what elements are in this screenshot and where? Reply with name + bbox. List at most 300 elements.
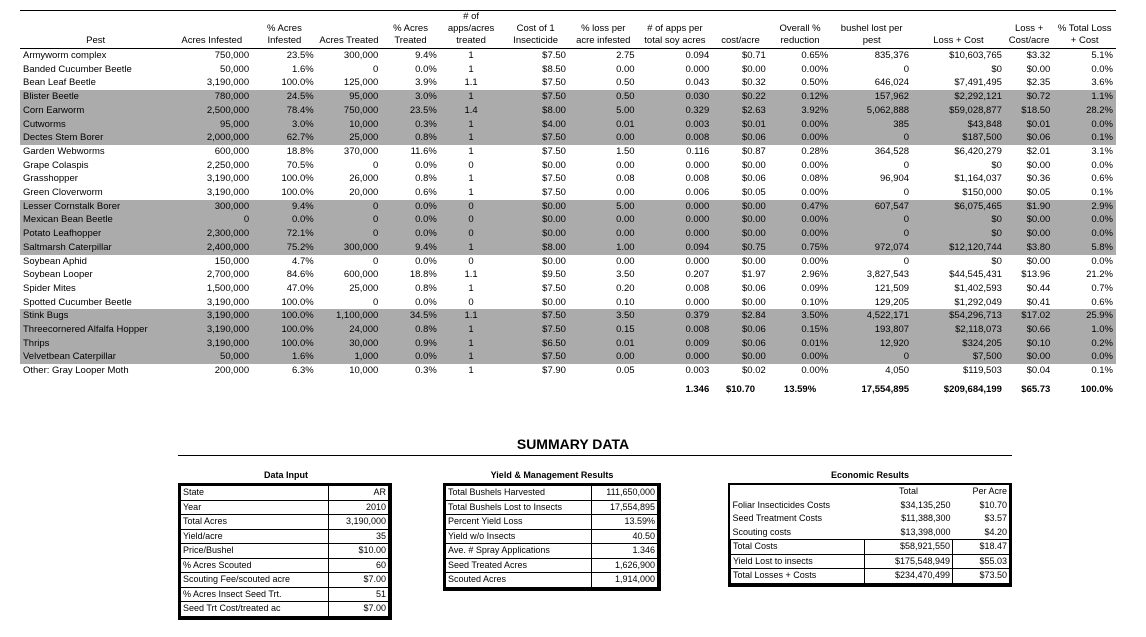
table-cell: $7.50: [542, 50, 566, 61]
yield-results-title: Yield & Management Results: [490, 470, 614, 480]
economic-row: [731, 512, 1010, 526]
table-cell: 3,190,000: [206, 77, 250, 89]
pest-name-cell: Other: Gray Looper Moth: [23, 365, 129, 377]
table-cell: 0.0%: [252, 213, 317, 227]
column-header: bushel lost per pest: [831, 11, 912, 49]
pest-name-cell: Soybean Aphid: [23, 255, 87, 267]
table-cell: 0: [468, 255, 474, 267]
table-cell: 5.1%: [1091, 50, 1113, 61]
table-cell: 100.0%: [281, 173, 314, 185]
pest-name-cell: Dectes Stem Borer: [20, 131, 171, 145]
summary-label: Ave. # Spray Applications: [446, 544, 592, 559]
table-cell: 2,400,000: [171, 241, 252, 255]
table-cell: 300,000: [171, 200, 252, 214]
table-cell: $0.06: [741, 282, 766, 294]
table-cell: 0: [372, 159, 379, 171]
economic-results-title: Economic Results: [830, 470, 910, 480]
table-cell: 0.50%: [801, 77, 829, 89]
table-cell: 1.1: [464, 77, 478, 89]
table-cell: 0: [440, 200, 503, 214]
table-cell: 3,190,000: [171, 323, 252, 337]
pest-name-cell: Garden Webworms: [23, 145, 105, 157]
pest-name-cell: Green Cloverworm: [23, 187, 103, 199]
economic-value: $13,398,000: [865, 526, 953, 540]
column-header: Acres Treated: [317, 11, 382, 49]
table-cell: $0: [991, 255, 1002, 267]
table-cell: $0.06: [712, 337, 769, 351]
table-cell: 0.00%: [801, 255, 829, 267]
table-cell: 9.4%: [252, 200, 317, 214]
pest-name-cell: Stink Bugs: [20, 309, 171, 323]
table-cell: $1.90: [1005, 200, 1053, 214]
table-cell: 1,000: [317, 350, 382, 364]
table-cell: 0.0%: [415, 63, 437, 75]
table-row: [20, 227, 1116, 241]
pest-name-cell: Grape Colaspis: [23, 159, 89, 171]
table-cell: 0.00: [569, 131, 638, 145]
table-cell: $0.32: [741, 77, 766, 89]
summary-value: 35: [329, 529, 389, 544]
table-row: [20, 172, 1116, 186]
table-cell: $1,402,593: [954, 282, 1002, 294]
table-cell: 0.000: [685, 63, 710, 75]
economic-value: $10.70: [979, 499, 1007, 510]
table-cell: 0.00%: [769, 213, 832, 227]
table-cell: $7.50: [542, 145, 566, 157]
table-cell: 0.00%: [801, 63, 829, 75]
summary-row: [181, 573, 389, 588]
pest-name-cell: Armyworm complex: [23, 50, 107, 61]
table-cell: 0.00: [616, 159, 635, 171]
table-cell: 972,074: [831, 241, 912, 255]
table-cell: $0.00: [502, 227, 569, 241]
table-cell: 0.00: [569, 350, 638, 364]
table-cell: 0: [372, 296, 379, 308]
table-cell: 0: [831, 131, 912, 145]
table-row: [20, 104, 1116, 118]
table-row: [20, 159, 1116, 173]
table-cell: $0.00: [741, 255, 766, 267]
table-cell: 3,190,000: [171, 337, 252, 351]
table-cell: 0.09%: [801, 282, 829, 294]
summary-label: Price/Bushel: [181, 544, 329, 559]
table-cell: $7.90: [542, 365, 566, 377]
economic-results-box: [728, 483, 1012, 587]
table-cell: $7.50: [502, 350, 569, 364]
table-cell: $0: [912, 213, 1005, 227]
table-cell: 0.75%: [769, 241, 832, 255]
summary-value: 40.50: [592, 529, 658, 544]
summary-value: 1.346: [592, 544, 658, 559]
column-header: # of apps/acres treated: [440, 11, 503, 49]
table-cell: 12,920: [831, 337, 912, 351]
table-cell: 364,528: [874, 145, 910, 157]
table-cell: 0.2%: [1053, 337, 1116, 351]
table-cell: 18.8%: [286, 145, 314, 157]
table-cell: 0.05: [616, 365, 635, 377]
economic-value: $234,470,499: [865, 569, 953, 584]
table-cell: 0.003: [638, 118, 713, 132]
table-cell: $9.50: [542, 269, 566, 281]
table-cell: 0.15%: [769, 323, 832, 337]
table-cell: $2.01: [1026, 145, 1051, 157]
table-cell: 0: [903, 159, 910, 171]
table-cell: 0.000: [685, 255, 710, 267]
table-cell: 0.10%: [801, 296, 829, 308]
summary-label: State: [181, 486, 329, 501]
table-cell: 0.000: [638, 200, 713, 214]
table-cell: 0.0%: [1053, 350, 1116, 364]
economic-value: $55.03: [953, 554, 1009, 569]
table-cell: $0: [991, 159, 1002, 171]
table-cell: 0.008: [638, 131, 713, 145]
table-cell: 0.008: [685, 173, 710, 185]
table-cell: $0.00: [502, 213, 569, 227]
table-cell: $324,205: [912, 337, 1005, 351]
table-cell: 3.50: [616, 269, 635, 281]
table-cell: 5.8%: [1053, 241, 1116, 255]
table-row: [20, 213, 1116, 227]
table-cell: $7,500: [912, 350, 1005, 364]
economic-value: $34,135,250: [900, 499, 951, 510]
table-cell: 25.9%: [1053, 309, 1116, 323]
table-cell: 20,000: [349, 187, 379, 199]
table-cell: 25,000: [317, 131, 382, 145]
table-cell: 607,547: [831, 200, 912, 214]
economic-value: $3.57: [984, 513, 1007, 523]
pest-name-cell: Banded Cucumber Beetle: [23, 63, 132, 75]
table-cell: $3.32: [1026, 50, 1051, 61]
table-row: [20, 145, 1116, 159]
table-cell: 0.0%: [1091, 159, 1113, 171]
table-cell: 100.0%: [281, 296, 314, 308]
summary-label: Yield/acre: [181, 529, 329, 544]
table-cell: 3.50: [569, 309, 638, 323]
table-row: [20, 268, 1116, 282]
table-cell: 0.030: [638, 90, 713, 104]
table-cell: 0.20: [616, 282, 635, 294]
table-cell: $7.50: [502, 131, 569, 145]
summary-value: 2010: [329, 500, 389, 515]
table-cell: 0.15: [569, 323, 638, 337]
summary-label: % Acres Insect Seed Trt.: [181, 587, 329, 602]
table-cell: $12,120,744: [912, 241, 1005, 255]
table-cell: 1: [468, 365, 474, 377]
table-cell: $0.06: [1005, 131, 1053, 145]
table-cell: 2.9%: [1053, 200, 1116, 214]
yield-results-box: [443, 483, 661, 591]
summary-label: Year: [181, 500, 329, 515]
table-cell: $0.05: [741, 187, 766, 199]
table-cell: $7.50: [542, 187, 566, 199]
economic-label: Yield Lost to insects: [731, 554, 865, 569]
table-cell: 0.009: [638, 337, 713, 351]
table-cell: 0.8%: [381, 131, 440, 145]
summary-value: 13.59%: [592, 515, 658, 530]
pest-name-cell: Spotted Cucumber Beetle: [23, 296, 132, 308]
table-cell: 300,000: [317, 241, 382, 255]
pest-name-cell: Saltmarsh Caterpillar: [20, 241, 171, 255]
table-cell: 1.6%: [252, 350, 317, 364]
table-cell: 3.0%: [252, 118, 317, 132]
table-cell: 0.0%: [415, 296, 437, 308]
table-cell: 1: [440, 90, 503, 104]
table-cell: $59,028,877: [912, 104, 1005, 118]
table-cell: 0.1%: [1091, 365, 1113, 377]
table-cell: $0.00: [741, 296, 766, 308]
summary-row: [181, 529, 389, 544]
table-cell: $0.06: [712, 323, 769, 337]
table-cell: 3,190,000: [206, 173, 250, 185]
economic-col-per-acre: Per Acre: [972, 486, 1007, 496]
table-cell: 0.0%: [381, 350, 440, 364]
table-cell: 0.000: [638, 227, 713, 241]
table-cell: $0.00: [712, 200, 769, 214]
table-cell: $0.72: [1005, 90, 1053, 104]
table-cell: $0.22: [712, 90, 769, 104]
table-cell: 1.4: [440, 104, 503, 118]
table-cell: $2.63: [712, 104, 769, 118]
summary-value: 1,626,900: [592, 558, 658, 573]
table-cell: 0.01: [569, 118, 638, 132]
table-cell: 95,000: [171, 118, 252, 132]
table-cell: 0.1%: [1091, 187, 1113, 199]
table-cell: 0.008: [685, 282, 710, 294]
summary-label: Total Bushels Harvested: [446, 486, 592, 501]
table-cell: $0.01: [1005, 118, 1053, 132]
table-cell: 0.0%: [1053, 227, 1116, 241]
summary-row: [181, 602, 389, 617]
summary-row: [446, 529, 658, 544]
table-row: [20, 241, 1116, 255]
summary-row: [446, 500, 658, 515]
table-cell: 1: [468, 173, 474, 185]
table-cell: 75.2%: [252, 241, 317, 255]
column-header: % Acres Infested: [252, 11, 317, 49]
table-cell: 0.329: [638, 104, 713, 118]
table-cell: $2.35: [1026, 77, 1051, 89]
column-header: Cost of 1 Insecticide: [502, 11, 569, 49]
table-cell: 0: [440, 213, 503, 227]
table-cell: 2,000,000: [171, 131, 252, 145]
table-cell: 0.9%: [381, 337, 440, 351]
table-cell: 1.00: [569, 241, 638, 255]
table-cell: 0.0%: [415, 159, 437, 171]
table-cell: 0.207: [685, 269, 710, 281]
table-cell: $8.00: [502, 241, 569, 255]
column-header: % Acres Treated: [381, 11, 440, 49]
table-cell: 0.65%: [801, 50, 829, 61]
table-cell: 0: [171, 213, 252, 227]
table-cell: 385: [831, 118, 912, 132]
table-cell: $0.02: [741, 365, 766, 377]
table-cell: 78.4%: [252, 104, 317, 118]
table-cell: $18.50: [1005, 104, 1053, 118]
total-loss-cost: $209,684,199: [943, 383, 1002, 395]
table-cell: $0.00: [1026, 159, 1051, 171]
table-cell: 0.00%: [801, 187, 829, 199]
table-cell: 1: [440, 337, 503, 351]
table-cell: 0.00%: [769, 350, 832, 364]
table-cell: 780,000: [171, 90, 252, 104]
table-cell: 0.8%: [381, 323, 440, 337]
table-cell: 30,000: [317, 337, 382, 351]
table-cell: 23.5%: [381, 104, 440, 118]
table-cell: 0.043: [685, 77, 710, 89]
table-cell: 0: [372, 63, 379, 75]
table-cell: 0.8%: [415, 173, 437, 185]
summary-label: Scouted Acres: [446, 573, 592, 588]
table-cell: $10,603,765: [949, 50, 1002, 61]
table-cell: 1: [468, 282, 474, 294]
table-cell: 0.0%: [1091, 63, 1113, 75]
table-cell: $3.80: [1005, 241, 1053, 255]
summary-row: [181, 558, 389, 573]
table-cell: 0.00%: [769, 118, 832, 132]
column-header: Overall % reduction: [769, 11, 832, 49]
table-cell: 24.5%: [252, 90, 317, 104]
summary-row: [181, 500, 389, 515]
table-cell: 1.1: [440, 309, 503, 323]
table-cell: $0: [912, 227, 1005, 241]
table-cell: $17.02: [1005, 309, 1053, 323]
economic-row: [731, 526, 1010, 540]
table-cell: 2.96%: [801, 269, 829, 281]
table-cell: 0.00%: [769, 227, 832, 241]
table-cell: 0.00: [569, 213, 638, 227]
column-header: # of apps per total soy acres: [638, 11, 713, 49]
table-cell: 100.0%: [281, 77, 314, 89]
table-cell: $0.87: [741, 145, 766, 157]
table-cell: 0.01%: [769, 337, 832, 351]
table-cell: $0.04: [1026, 365, 1051, 377]
table-cell: $0.71: [741, 50, 766, 61]
table-cell: 25,000: [349, 282, 379, 294]
economic-row: [731, 569, 1010, 584]
table-cell: 0.0%: [381, 200, 440, 214]
table-row: [20, 90, 1116, 104]
table-cell: 0.094: [638, 241, 713, 255]
table-cell: 0.379: [638, 309, 713, 323]
table-cell: 129,205: [874, 296, 910, 308]
table-cell: 5.00: [569, 200, 638, 214]
table-cell: 0.0%: [1053, 213, 1116, 227]
table-cell: $0.00: [712, 213, 769, 227]
summary-value: $10.00: [329, 544, 389, 559]
table-cell: 0.6%: [415, 187, 437, 199]
table-cell: 1.1%: [1053, 90, 1116, 104]
table-cell: 0.000: [638, 213, 713, 227]
table-cell: 10,000: [317, 118, 382, 132]
total-cost-acre: $10.70: [725, 383, 756, 395]
table-cell: 0.116: [686, 145, 710, 157]
table-cell: 1: [440, 323, 503, 337]
economic-label: Foliar Insecticides Costs: [732, 499, 831, 510]
total-apps: 1.346: [685, 383, 710, 395]
economic-row: [731, 554, 1010, 569]
summary-row: [181, 544, 389, 559]
table-cell: 3.92%: [769, 104, 832, 118]
table-row: [20, 364, 1116, 378]
table-cell: 11.6%: [410, 145, 437, 157]
table-cell: 0: [317, 213, 382, 227]
summary-label: Scouting Fee/scouted acre: [181, 573, 329, 588]
pest-name-cell: Blister Beetle: [20, 90, 171, 104]
table-cell: $7.50: [502, 90, 569, 104]
table-cell: 600,000: [343, 269, 379, 281]
table-cell: $0.00: [1026, 255, 1051, 267]
table-row: [20, 255, 1116, 269]
table-cell: 4.7%: [292, 255, 314, 267]
table-cell: 62.7%: [252, 131, 317, 145]
table-cell: $0.01: [712, 118, 769, 132]
summary-row: [446, 544, 658, 559]
table-cell: 150,000: [214, 255, 250, 267]
summary-label: Seed Trt Cost/treated ac: [181, 602, 329, 617]
table-cell: 5,062,888: [831, 104, 912, 118]
summary-label: Seed Treated Acres: [446, 558, 592, 573]
economic-value: $4.20: [953, 526, 1009, 540]
table-cell: $187,500: [912, 131, 1005, 145]
table-cell: 5.00: [569, 104, 638, 118]
summary-value: 1,914,000: [592, 573, 658, 588]
table-cell: 125,000: [343, 77, 379, 89]
table-cell: 0.0%: [381, 213, 440, 227]
table-cell: 18.8%: [409, 269, 437, 281]
summary-row: [446, 486, 658, 501]
table-cell: $0.00: [1005, 213, 1053, 227]
table-cell: $0.00: [542, 296, 566, 308]
table-cell: 0.00%: [769, 131, 832, 145]
table-cell: 370,000: [343, 145, 379, 157]
table-cell: 0.0%: [1053, 118, 1116, 132]
table-cell: 1.50: [616, 145, 635, 157]
table-cell: 0.12%: [769, 90, 832, 104]
table-cell: 0.00%: [801, 365, 829, 377]
table-cell: 1: [440, 131, 503, 145]
table-cell: 50,000: [171, 350, 252, 364]
table-cell: $44,545,431: [949, 269, 1002, 281]
table-cell: 47.0%: [286, 282, 314, 294]
table-cell: 6.3%: [292, 365, 314, 377]
column-header: Acres Infested: [171, 11, 252, 49]
table-cell: 0: [372, 255, 379, 267]
table-cell: 2,500,000: [171, 104, 252, 118]
table-cell: 3.9%: [415, 77, 437, 89]
table-cell: $2,292,121: [912, 90, 1005, 104]
pest-name-cell: Spider Mites: [23, 282, 76, 294]
table-cell: 646,024: [874, 77, 910, 89]
table-cell: 0: [831, 213, 912, 227]
table-cell: $8.00: [502, 104, 569, 118]
summary-label: Yield w/o Insects: [446, 529, 592, 544]
table-cell: 0: [468, 296, 474, 308]
summary-value: $7.00: [329, 602, 389, 617]
table-cell: 200,000: [214, 365, 250, 377]
table-cell: 0: [440, 227, 503, 241]
table-cell: $8.50: [542, 63, 566, 75]
table-cell: $0.00: [712, 350, 769, 364]
table-row: [20, 309, 1116, 323]
table-cell: 34.5%: [381, 309, 440, 323]
table-cell: $6,420,279: [954, 145, 1002, 157]
table-cell: 0.00: [616, 187, 635, 199]
table-cell: 121,509: [874, 282, 910, 294]
table-cell: 0.47%: [769, 200, 832, 214]
table-cell: $0.00: [1005, 227, 1053, 241]
table-cell: 9.4%: [415, 50, 437, 61]
table-cell: $0.00: [542, 159, 566, 171]
